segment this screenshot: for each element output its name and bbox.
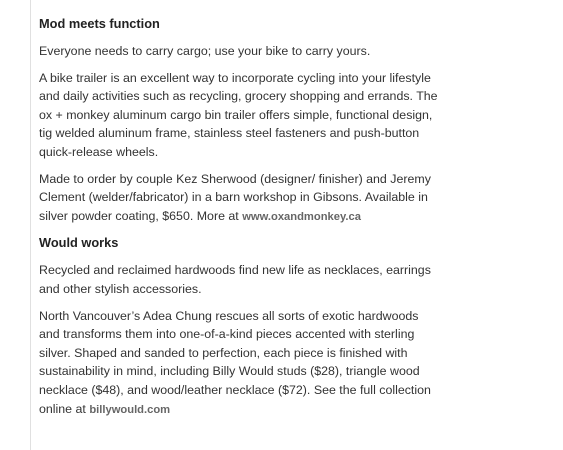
section-heading-would-works: Would works	[39, 235, 119, 251]
paragraph-adea-chung-text: North Vancouver’s Adea Chung rescues all sorts of exotic hardwoods and transforms them into one-of-a-kind pieces accented with sterling silver. Shaped and sanded to perfection, each piece is finished with sustainability in mind, including Billy Would studs ($28), triangle wood necklace ($48), and wood/leather necklace ($72). See the full collection online at	[39, 308, 431, 416]
billywould-link[interactable]: billywould.com	[89, 403, 171, 416]
section-heading-mod-meets-function: Mod meets function	[39, 16, 160, 31]
paragraph-availability-text: Made to order by couple Kez Sherwood (designer/ finisher) and Jeremy Clement (welder/fabricator) in a barn workshop in Gibsons. Available in silver powder coating, $650. More at	[39, 171, 431, 223]
paragraph-availability	[39, 170, 439, 227]
paragraph-trailer-description: A bike trailer is an excellent way to incorporate cycling into your lifestyle and daily activities such as recycling, grocery shopping and errands. The ox + monkey aluminum cargo bin trailer offers simple, functional design, tig welded aluminum frame, stainless steel fasteners and push-button quick-release wheels.	[39, 70, 438, 159]
paragraph-intro: Everyone needs to carry cargo; use your bike to carry yours.	[39, 44, 371, 58]
paragraph-hardwoods-intro: Recycled and reclaimed hardwoods find new life as necklaces, earrings and other stylish accessories.	[39, 263, 431, 296]
oxandmonkey-link[interactable]: www.oxandmonkey.ca	[242, 210, 361, 223]
paragraph-adea-chung	[39, 307, 439, 420]
article-body	[39, 15, 439, 427]
left-divider	[30, 0, 31, 450]
